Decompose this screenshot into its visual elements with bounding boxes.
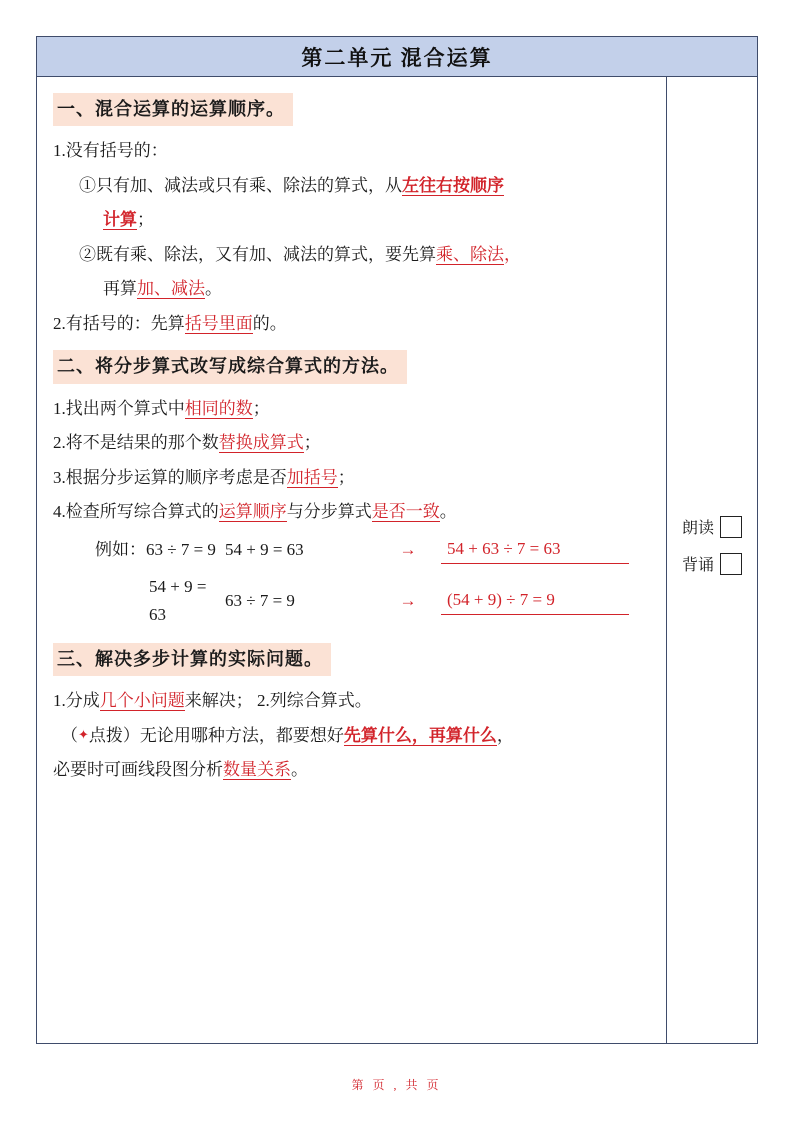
section3-line2-text: 点拨）无论用哪种方法，都要想好: [88, 725, 344, 745]
example-row-1-arrow: →: [399, 590, 417, 610]
section-heading-1: 一、混合运算的运算顺序。: [53, 93, 293, 126]
section-heading-3: 三、解决多步计算的实际问题。: [53, 643, 331, 676]
checkbox-recite[interactable]: [720, 553, 742, 575]
section-heading-2: 二、将分步算式改写成综合算式的方法。: [53, 350, 407, 383]
page-body: [37, 77, 757, 1043]
section3-line1: [53, 687, 652, 715]
section3-line1-highlight: 几个小问题: [99, 691, 185, 711]
sidebar-item-recite[interactable]: [682, 552, 742, 575]
section2-line3-highlight: 加括号: [286, 467, 338, 487]
section2-line1: [53, 395, 652, 423]
content-column: [37, 77, 667, 1043]
section2-line3: [53, 464, 652, 492]
section2-line2-text: 2.将不是结果的那个数: [53, 433, 219, 453]
example-row-1-a: 54 + 9 = 63: [149, 577, 207, 624]
section2-line3-tail: ；: [337, 467, 355, 487]
example-row-0-arrow: →: [399, 539, 417, 559]
section3-line3-tail: 。: [291, 760, 308, 780]
section1-line2-tail: ；: [137, 210, 154, 230]
section3-line2-open: （: [61, 725, 78, 745]
section1-line3-cont: [53, 275, 652, 303]
example-row: [53, 535, 652, 565]
sidebar-checklist: [667, 515, 757, 575]
section1-line4-tail: 的。: [252, 313, 287, 333]
section1-line2-highlight2: 计算: [103, 210, 137, 230]
section3-line3: [53, 756, 652, 784]
section2-line4-text2: 与分步算式: [286, 502, 372, 522]
example-row: [53, 573, 652, 628]
example-row-1-b: 63 ÷ 7 = 9: [225, 590, 295, 610]
example-row-1-answer: (54 + 9) ÷ 7 = 9: [441, 586, 629, 616]
section3-line3-highlight: 数量关系: [223, 760, 291, 780]
section3-line1-text: 1.分成: [53, 691, 100, 711]
sidebar-item-label: 背诵: [681, 557, 714, 574]
section1-line2: [53, 172, 652, 200]
example-row-0-a: 63 ÷ 7 = 9: [146, 539, 216, 559]
example-row-0-answer: 54 + 63 ÷ 7 = 63: [441, 535, 629, 565]
section3-line2-tail: ，: [496, 725, 514, 745]
section3-line3-text: 必要时可画线段图分析: [53, 760, 223, 780]
example-label-and-a: [95, 536, 225, 564]
section2-line2-highlight: 替换成算式: [218, 433, 304, 453]
section1-line4-highlight: 括号里面: [184, 313, 253, 333]
section2-line1-highlight: 相同的数: [184, 398, 253, 418]
section1-line3-comma: ，: [504, 244, 521, 264]
section3-line1-tail: 来解决； 2.列综合算式。: [184, 691, 372, 711]
example-row-0-b: 54 + 9 = 63: [225, 539, 304, 559]
section2-line1-tail: ；: [252, 398, 270, 418]
worksheet-page: [36, 36, 758, 1044]
section1-line3-highlight2: 加、减法: [137, 279, 205, 299]
section1-line3-tail: 。: [205, 279, 222, 299]
section2-line4-tail: 。: [439, 502, 457, 522]
section2-line2-tail: ；: [303, 433, 321, 453]
section1-line2-cont: [53, 206, 652, 234]
section1-line4: [53, 310, 652, 338]
section2-line3-text: 3.根据分步运算的顺序考虑是否: [53, 467, 287, 487]
section3-line2: [53, 722, 652, 750]
page-title: 第二单元 混合运算: [37, 37, 757, 77]
sidebar-column: [667, 77, 757, 1043]
section2-line4-highlight2: 是否一致: [371, 502, 440, 522]
section1-line3-text2: 再算: [103, 279, 137, 299]
section1-line2-highlight: 左往右按顺序: [402, 175, 504, 195]
section2-line4-text: 4.检查所写综合算式的: [53, 502, 219, 522]
section1-line1: 1.没有括号的：: [53, 141, 168, 161]
section2-line4-highlight: 运算顺序: [218, 502, 287, 522]
section2-line4: [53, 498, 652, 526]
sidebar-item-read-aloud[interactable]: [682, 515, 742, 538]
section2-line2: [53, 429, 652, 457]
example-label: 例如：: [95, 539, 146, 559]
section1-line4-text: 2.有括号的：先算: [53, 313, 185, 333]
page-footer: 第 页 , 共 页: [351, 1078, 442, 1092]
sidebar-item-label: 朗读: [681, 520, 714, 537]
checkbox-read-aloud[interactable]: [720, 516, 742, 538]
section1-line3-highlight: 乘、除法: [436, 244, 504, 264]
section1-line3-text: ②既有乘、除法，又有加、减法的算式，要先算: [79, 244, 436, 264]
section3-line2-highlight: 先算什么，再算什么: [343, 725, 497, 745]
sparkle-icon: ✦: [78, 726, 89, 742]
section1-line2-text: ①只有加、减法或只有乘、除法的算式，从: [79, 175, 402, 195]
section1-line3: [53, 241, 652, 269]
section2-line1-text: 1.找出两个算式中: [53, 398, 185, 418]
